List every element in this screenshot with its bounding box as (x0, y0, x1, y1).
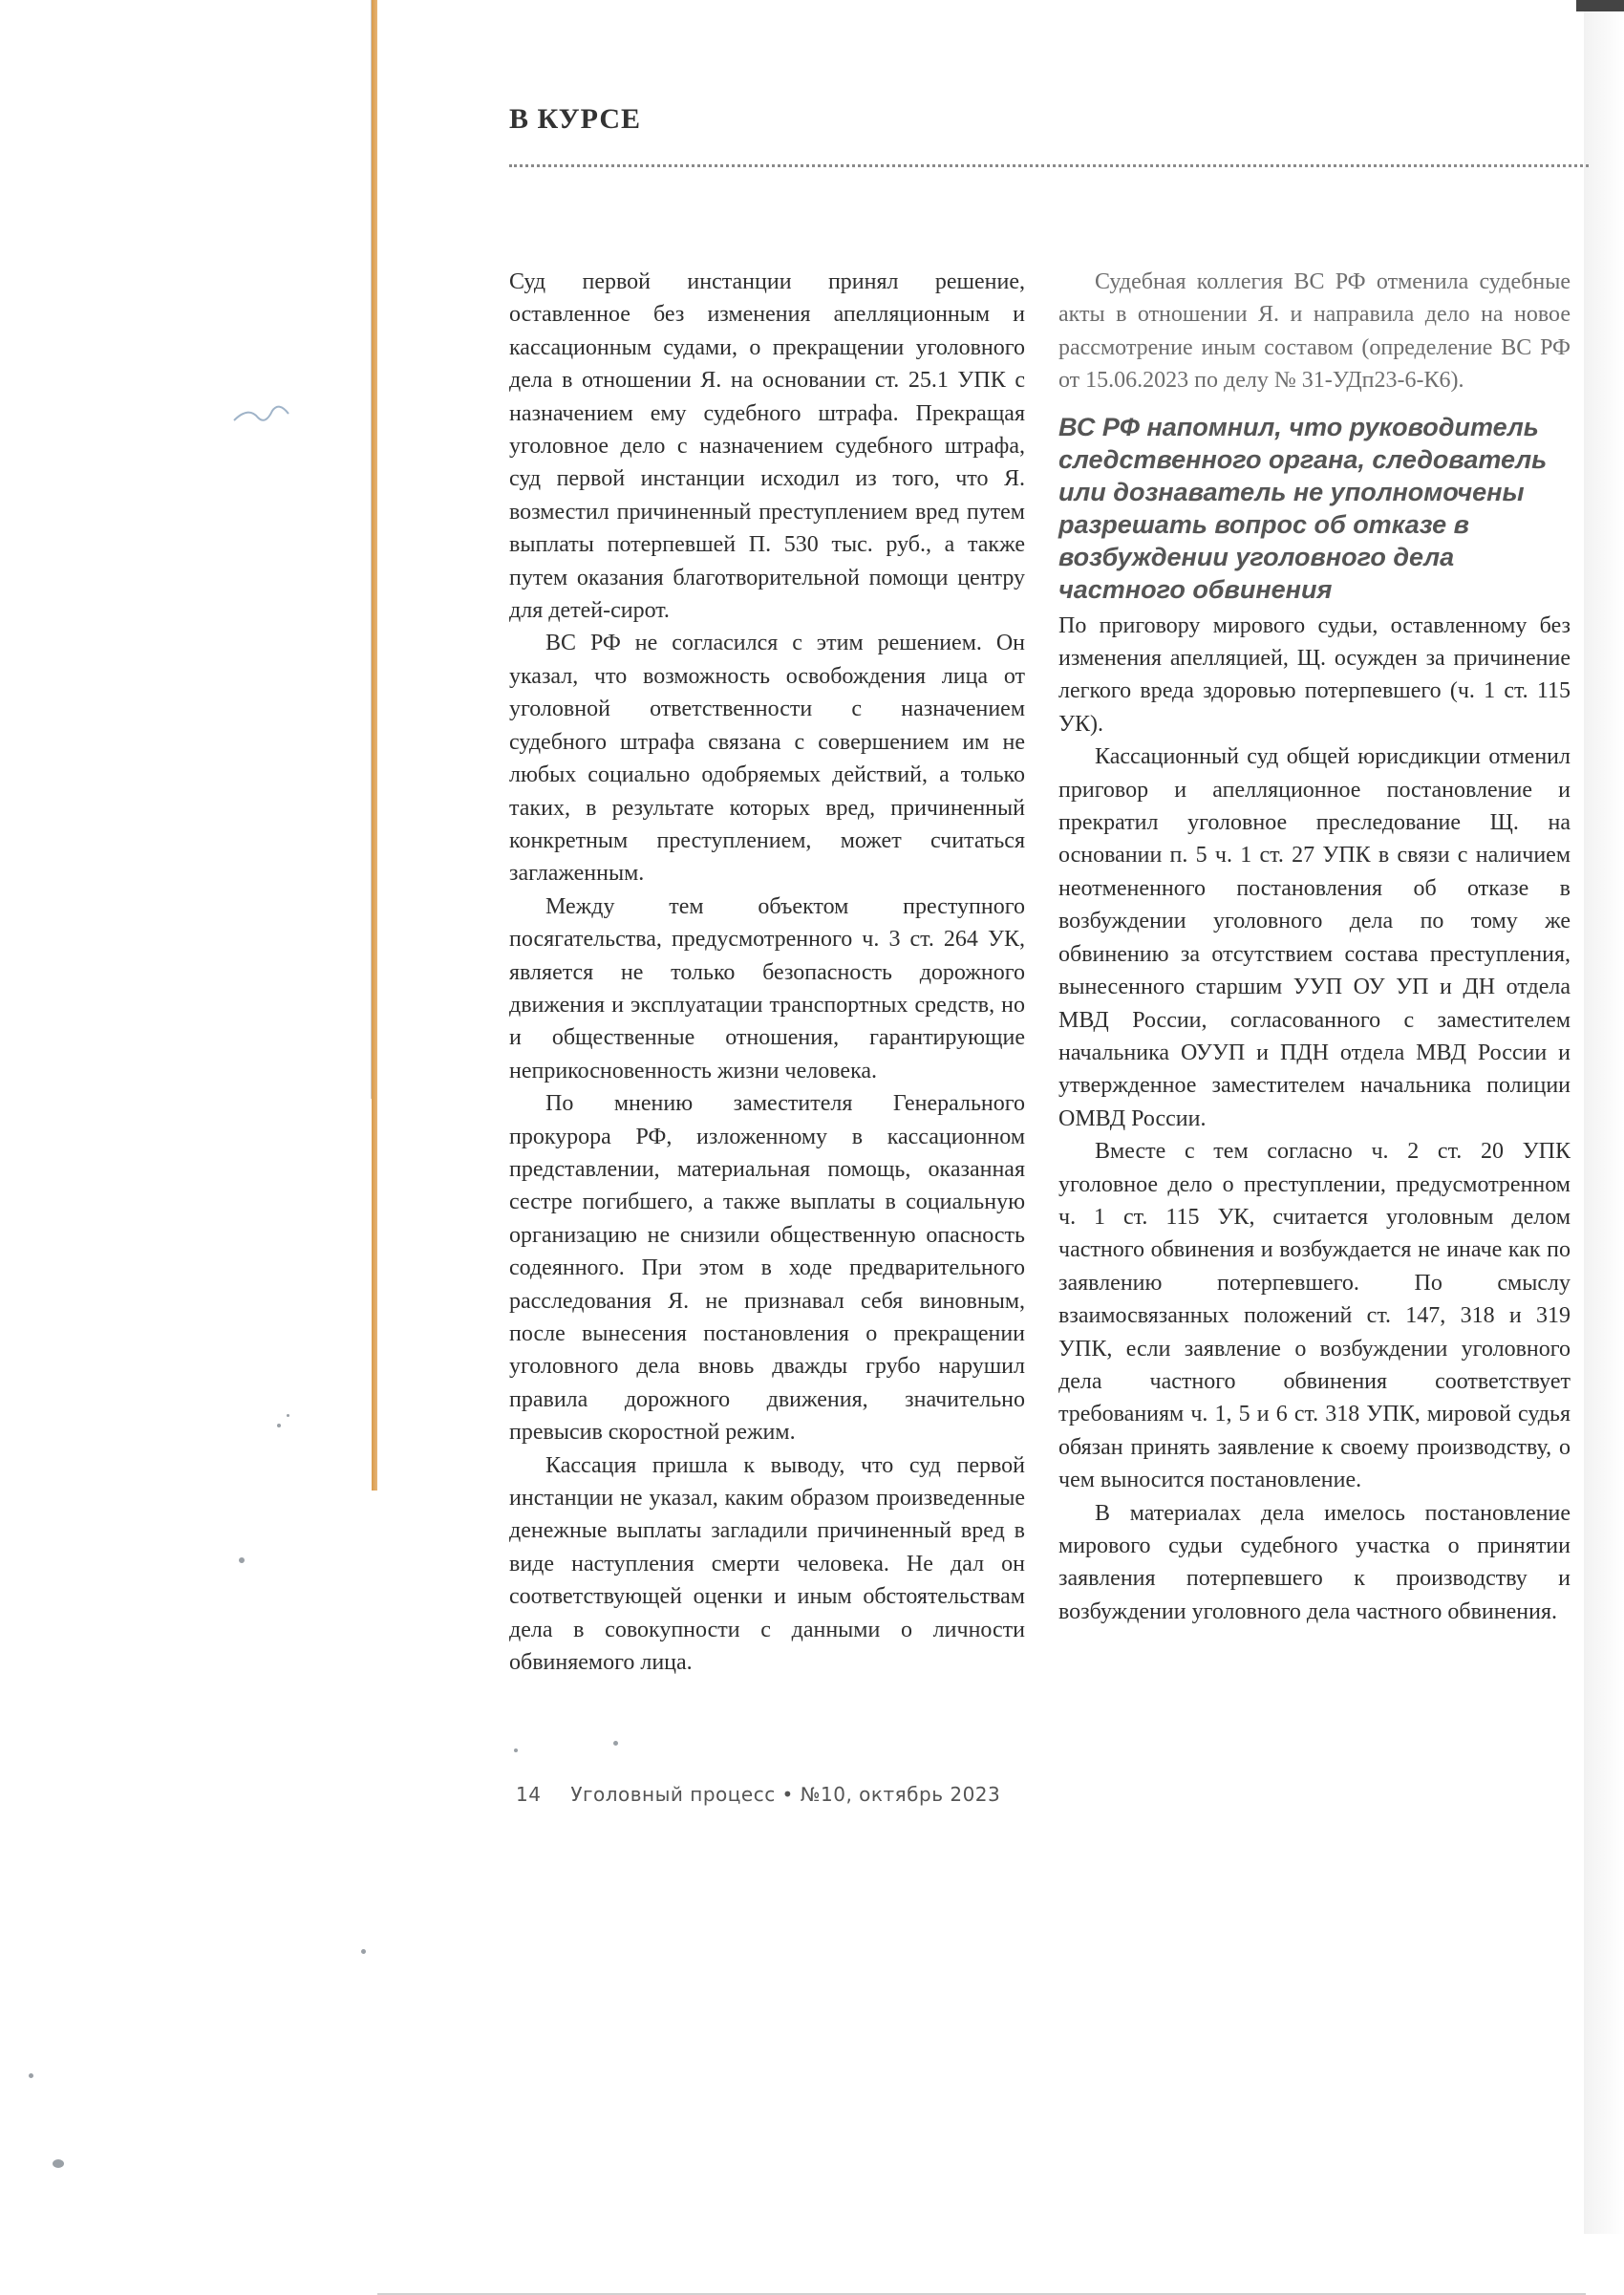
paragraph: Судебная коллегия ВС РФ отменила судебные акты в отношении Я. и направила дело на новое рассмотрение иным составом (определение ВС РФ от 15.06.2023 по делу № 31-УДп23-6-К6). (1058, 269, 1571, 394)
paragraph: В материалах дела имелось постановление мирового судьи судебного участка о принятии заявления потерпевшего к производству и возбуждении уголовного дела частного обвинения. (1058, 1500, 1571, 1624)
paragraph: ВС РФ не согласился с этим решением. Он указал, что возможность освобождения лица от уголовной ответственности с назначением судебного штрафа связана с совершением им не любых социально одобряемых действий, а только таких, в результате которых вред, причиненный конкретным преступлением, может считаться заглаженным. (509, 631, 1025, 887)
left-text-column (509, 266, 1025, 1679)
paragraph: Кассационный суд общей юрисдикции отменил приговор и апелляционное постановление и прекратил уголовное преследование Щ. на основании п. 5 ч. 1 ст. 27 УПК в связи с наличием неотмененного постановления об отказе в возбуждении уголовного дела по тому же обвинению за отсутствием состава преступления, вынесенного старшим УУП ОУ УП и ДН отдела МВД России, согласованного с заместителем начальника ОУУП и ПДН отдела МВД России и утвержденное заместителем начальника полиции ОМВД России. (1058, 744, 1571, 1131)
scan-corner-mark (1576, 0, 1624, 11)
section-title: В КУРСЕ (509, 103, 642, 135)
paragraph: Кассация пришла к выводу, что суд первой инстанции не указал, каким образом произведенные денежные выплаты загладили причиненный вред в виде наступления смерти человека. Не дал он соответствующей оценки и иным обстоятельствам дела в совокупности с данными о личности обвиняемого лица. (509, 1452, 1025, 1676)
paragraph: Между тем объектом преступного посягательства, предусмотренного ч. 3 ст. 264 УК, является не только безопасность дорожного движения и эксплуатации транспортных средств, но и общественные отношения, гарантирующие неприкосновенность жизни человека. (509, 893, 1025, 1083)
right-page-shadow (1584, 0, 1624, 2234)
right-text-column (1058, 266, 1571, 1628)
header-dotted-rule (509, 164, 1589, 167)
paragraph: По приговору мирового судьи, оставленному без изменения апелляцией, Щ. осужден за причинение легкого вреда здоровью потерпевшего (ч. 1 ст. 115 УК). (1058, 612, 1571, 737)
article-subheading: ВС РФ напомнил, что руководитель следственного органа, следователь или дознаватель не уполномочены разрешать вопрос об отказе в возбуждении уголовного дела частного обвинения (1058, 412, 1548, 604)
journal-info: Уголовный процесс • №10, октябрь 2023 (570, 1783, 1001, 1806)
page-number: 14 (516, 1783, 542, 1806)
page-footer (516, 1783, 1000, 1806)
pen-scribble-mark (229, 397, 296, 435)
paragraph: По мнению заместителя Генерального прокурора РФ, изложенному в кассационном представлении, материальная помощь, оказанная сестре погибшего, а также выплаты в социальную организацию не снизили общественную опасность содеянного. При этом в ходе предварительного расследования Я. не признавал себя виновным, после вынесения постановления о прекращении уголовного дела вновь дважды грубо нарушил правила дорожного движения, значительно превысив скоростной режим. (509, 1091, 1025, 1446)
paragraph: Суд первой инстанции принял решение, оставленное без изменения апелляционным и кассационным судами, о прекращении уголовного дела в отношении Я. на основании ст. 25.1 УПК с назначением ему судебного штрафа. Прекращая уголовное дело с назначением судебного штрафа, суд первой инстанции исходил из того, что Я. возместил причиненный преступлением вред путем выплаты потерпевшей П. 530 тыс. руб., а также путем оказания благотворительной помощи центру для детей-сирот. (509, 269, 1025, 624)
scan-background (0, 0, 373, 2234)
paragraph: Вместе с тем согласно ч. 2 ст. 20 УПК уголовное дело о преступлении, предусмотренном ч. 1 ст. 115 УК, считается уголовным делом частного обвинения и возбуждается не иначе как по заявлению потерпевшего. По смыслу взаимосвязанных положений ст. 147, 318 и 319 УПК, если заявление о возбуждении уголовного дела частного обвинения соответствует требованиям ч. 1, 5 и 6 ст. 318 УПК, мировой судья обязан принять заявление к своему производству, о чем выносится постановление. (1058, 1139, 1571, 1493)
